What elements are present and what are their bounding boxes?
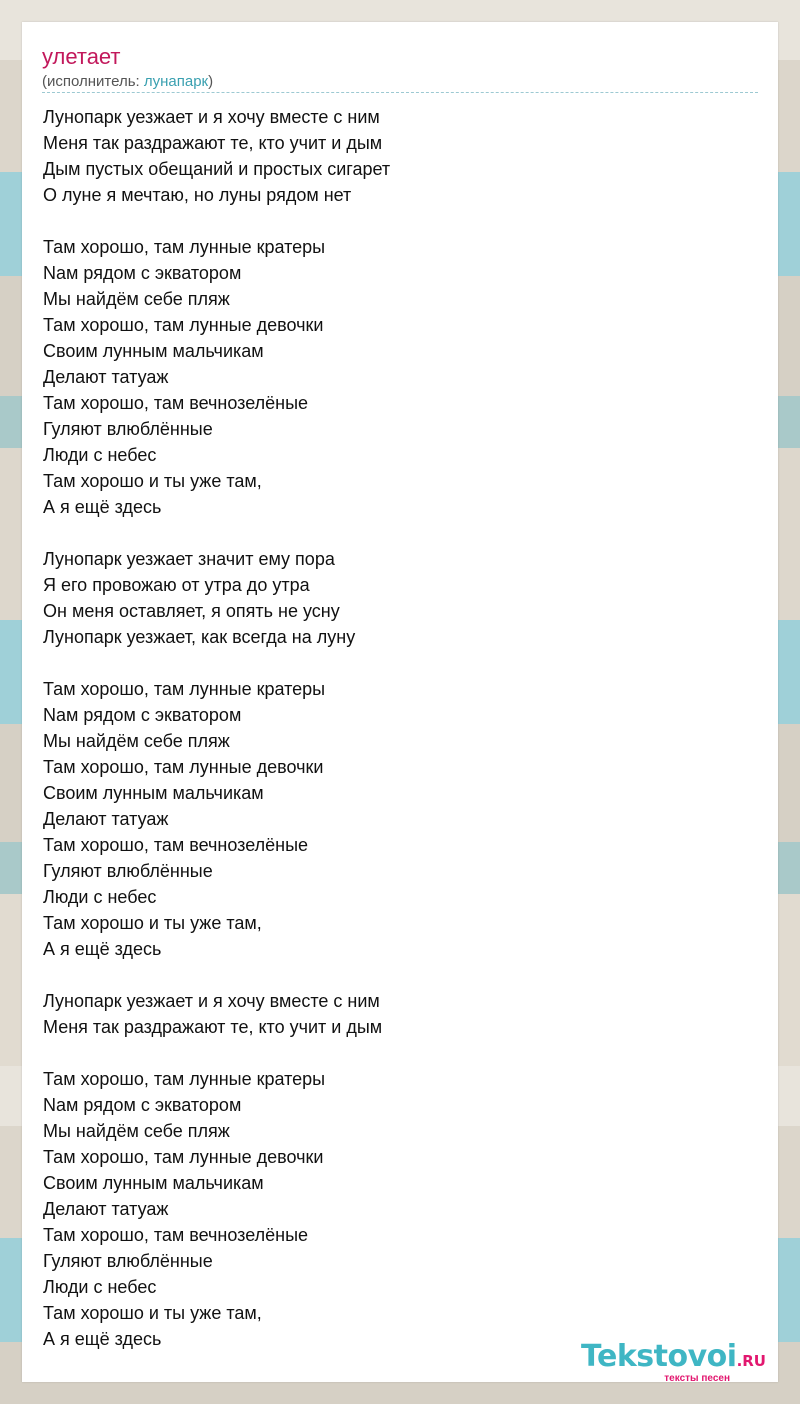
lyric-line: Там хорошо, там лунные кратеры bbox=[43, 679, 326, 699]
lyric-line: Люди с небес bbox=[43, 1277, 157, 1297]
song-title: улетает bbox=[42, 44, 121, 69]
lyric-line: Своим лунным мальчикам bbox=[43, 783, 264, 803]
lyric-line bbox=[43, 650, 743, 676]
lyric-line: Nам рядом с экватором bbox=[43, 705, 242, 725]
lyric-line: Люди с небес bbox=[43, 445, 157, 465]
lyric-line: Лунопарк уезжает значит ему пора bbox=[43, 549, 335, 569]
artist-line bbox=[42, 73, 213, 91]
artist-suffix: ) bbox=[208, 73, 214, 90]
lyrics-body bbox=[43, 104, 743, 1352]
artist-prefix: (исполнитель: bbox=[42, 73, 144, 90]
lyric-line: О луне я мечтаю, но луны рядом нет bbox=[43, 185, 352, 205]
lyric-line: Nам рядом с экватором bbox=[43, 1095, 242, 1115]
lyric-line: Nам рядом с экватором bbox=[43, 263, 242, 283]
lyrics-card bbox=[22, 22, 778, 1382]
lyric-line: Там хорошо и ты уже там, bbox=[43, 1303, 262, 1323]
lyric-line: Там хорошо, там лунные девочки bbox=[43, 315, 324, 335]
lyric-line bbox=[43, 520, 743, 546]
lyric-line: А я ещё здесь bbox=[43, 939, 162, 959]
lyric-line: Своим лунным мальчикам bbox=[43, 1173, 264, 1193]
lyric-line: Лунопарк уезжает, как всегда на луну bbox=[43, 627, 356, 647]
lyric-line: Делают татуаж bbox=[43, 1199, 169, 1219]
lyric-line: Мы найдём себе пляж bbox=[43, 731, 230, 751]
lyric-line: Там хорошо, там лунные девочки bbox=[43, 1147, 324, 1167]
lyric-line: Дым пустых обещаний и простых сигарет bbox=[43, 159, 391, 179]
lyric-line: Мы найдём себе пляж bbox=[43, 1121, 230, 1141]
lyric-line: Там хорошо, там лунные кратеры bbox=[43, 1069, 326, 1089]
lyric-line: Меня так раздражают те, кто учит и дым bbox=[43, 133, 383, 153]
lyric-line: Там хорошо, там вечнозелёные bbox=[43, 393, 309, 413]
lyric-line: Там хорошо, там вечнозелёные bbox=[43, 835, 309, 855]
lyric-line: Делают татуаж bbox=[43, 809, 169, 829]
title-divider bbox=[42, 92, 758, 93]
lyric-line bbox=[43, 1040, 743, 1066]
artist-link[interactable]: лунапарк bbox=[143, 73, 209, 90]
lyric-line: Мы найдём себе пляж bbox=[43, 289, 230, 309]
lyric-line: Лунопарк уезжает и я хочу вместе с ним bbox=[43, 107, 380, 127]
lyric-line: Гуляют влюблённые bbox=[43, 861, 213, 881]
tekstovoi-logo[interactable] bbox=[551, 1340, 766, 1384]
lyric-line: А я ещё здесь bbox=[43, 1329, 162, 1349]
lyric-line: Люди с небес bbox=[43, 887, 157, 907]
lyric-line: Гуляют влюблённые bbox=[43, 419, 213, 439]
lyric-line: Меня так раздражают те, кто учит и дым bbox=[43, 1017, 383, 1037]
lyric-line: Там хорошо и ты уже там, bbox=[43, 913, 262, 933]
lyric-line: Делают татуаж bbox=[43, 367, 169, 387]
logo-tld: .RU bbox=[736, 1352, 766, 1370]
lyric-line bbox=[43, 208, 743, 234]
lyric-line: Там хорошо, там вечнозелёные bbox=[43, 1225, 309, 1245]
lyric-line: Там хорошо и ты уже там, bbox=[43, 471, 262, 491]
logo-main-text: Tekstovoi bbox=[581, 1339, 737, 1374]
lyric-line: Там хорошо, там лунные кратеры bbox=[43, 237, 326, 257]
lyric-line: А я ещё здесь bbox=[43, 497, 162, 517]
lyric-line: Гуляют влюблённые bbox=[43, 1251, 213, 1271]
lyric-line: Своим лунным мальчикам bbox=[43, 341, 264, 361]
lyric-line: Он меня оставляет, я опять не усну bbox=[43, 601, 340, 621]
lyric-line: Там хорошо, там лунные девочки bbox=[43, 757, 324, 777]
lyric-line: Лунопарк уезжает и я хочу вместе с ним bbox=[43, 991, 380, 1011]
lyric-line: Я его провожаю от утра до утра bbox=[43, 575, 310, 595]
lyric-line bbox=[43, 962, 743, 988]
logo-tagline: тексты песен bbox=[664, 1373, 730, 1384]
